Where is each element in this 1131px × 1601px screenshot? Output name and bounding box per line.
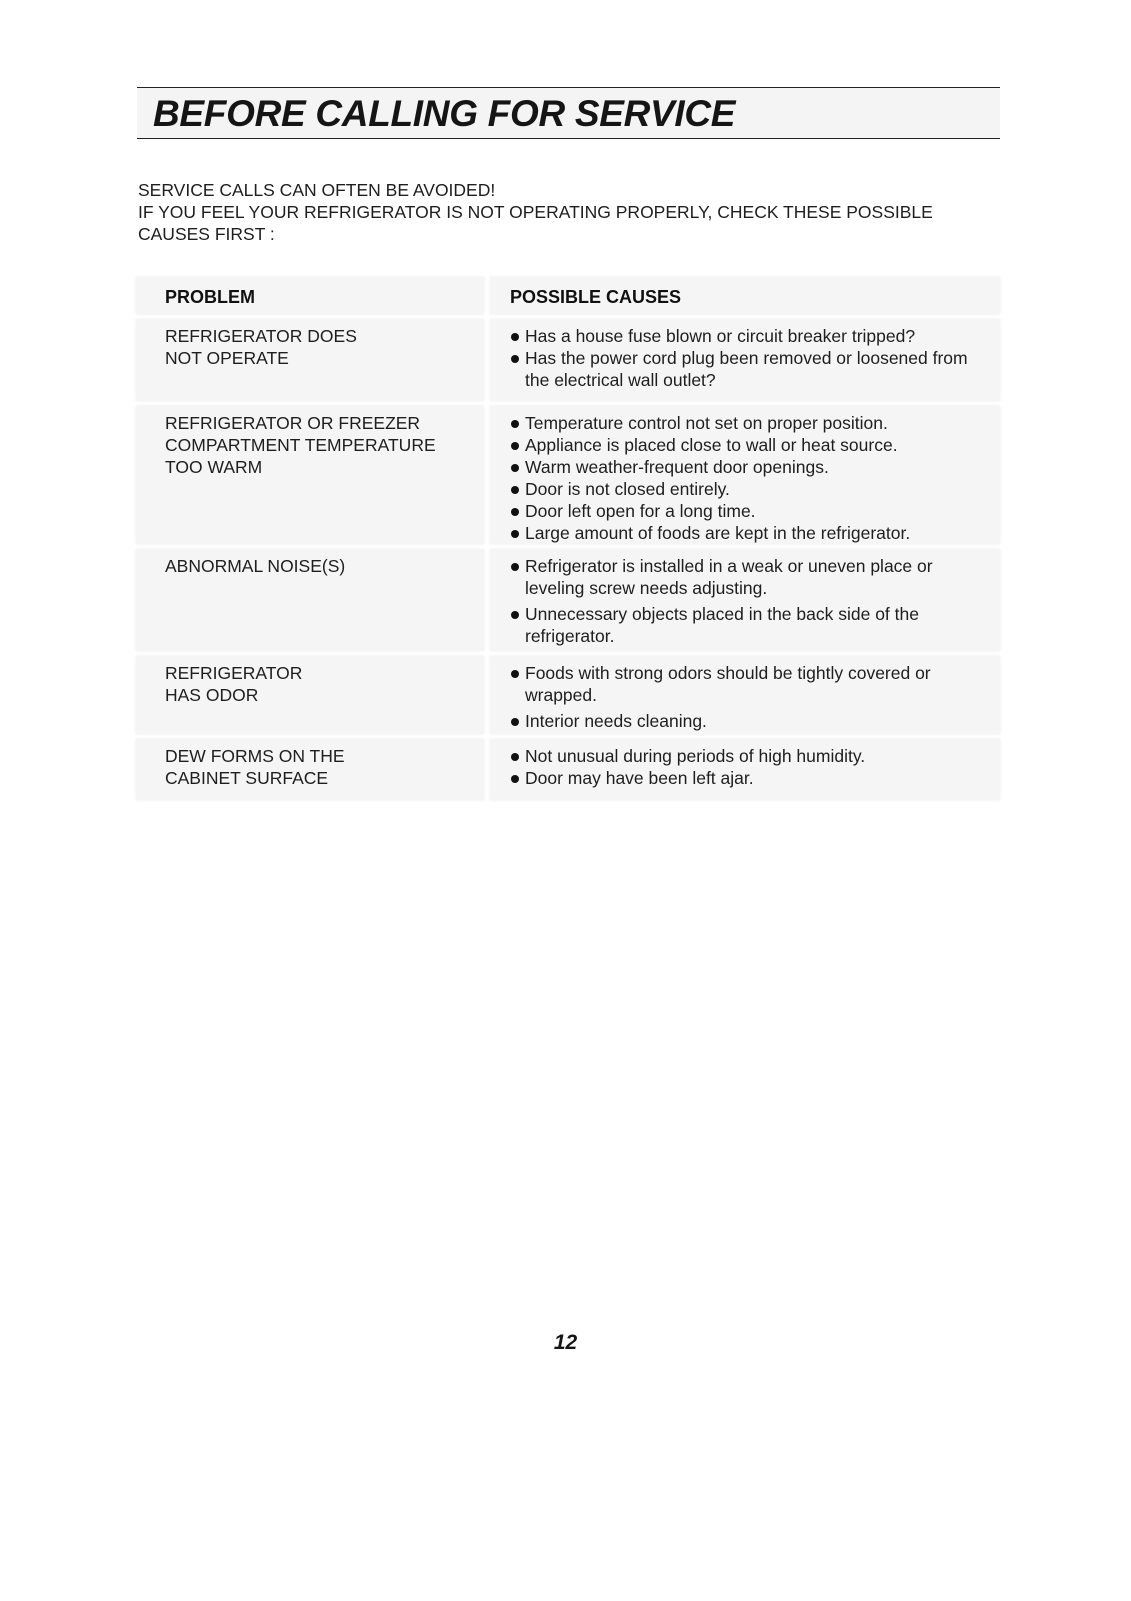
page-number: 12 <box>553 1331 578 1354</box>
problem-text: REFRIGERATOR HAS ODOR <box>165 663 303 705</box>
intro-line-1: SERVICE CALLS CAN OFTEN BE AVOIDED! <box>138 180 496 200</box>
bullet-icon <box>511 670 519 678</box>
bullet-icon <box>511 753 519 761</box>
bullet-icon <box>511 442 519 450</box>
bullet-icon <box>511 464 519 472</box>
cause-item <box>510 347 988 391</box>
cause-item <box>510 434 988 456</box>
cause-text: Not unusual during periods of high humidity. <box>525 746 866 766</box>
bullet-icon <box>511 611 519 619</box>
cause-text: Warm weather-frequent door openings. <box>525 457 829 477</box>
cause-item <box>510 710 988 732</box>
problem-cell <box>136 656 484 734</box>
table-row <box>136 549 1000 651</box>
bullet-icon <box>511 355 519 363</box>
cause-item <box>510 662 988 706</box>
cause-item <box>510 603 988 647</box>
bullet-icon <box>511 563 519 571</box>
cause-item <box>510 325 988 347</box>
cause-item <box>510 500 988 522</box>
cause-item <box>510 522 988 544</box>
bullet-icon <box>511 718 519 726</box>
causes-column-header: POSSIBLE CAUSES <box>490 277 1000 314</box>
cause-item <box>510 745 988 767</box>
bullet-icon <box>511 486 519 494</box>
troubleshooting-table <box>136 277 1000 805</box>
cause-text: Interior needs cleaning. <box>525 711 707 731</box>
cause-text: Has a house fuse blown or circuit breaker tripped? <box>525 326 916 346</box>
table-row <box>136 656 1000 734</box>
problem-cell <box>136 406 484 544</box>
table-row <box>136 739 1000 800</box>
problem-text: REFRIGERATOR OR FREEZER COMPARTMENT TEMPERATURE TOO WARM <box>165 413 436 477</box>
bullet-icon <box>511 775 519 783</box>
problem-cell <box>136 739 484 800</box>
cause-item <box>510 555 988 599</box>
cause-text: Door is not closed entirely. <box>525 479 730 499</box>
causes-cell <box>490 319 1000 401</box>
bullet-icon <box>511 420 519 428</box>
problem-text: DEW FORMS ON THE CABINET SURFACE <box>165 746 345 788</box>
intro-text <box>138 179 998 245</box>
cause-text: Has the power cord plug been removed or loosened from the electrical wall outlet? <box>525 348 968 390</box>
problem-cell <box>136 319 484 401</box>
page-title: BEFORE CALLING FOR SERVICE <box>153 93 736 134</box>
cause-text: Refrigerator is installed in a weak or uneven place or leveling screw needs adjusting. <box>525 556 933 598</box>
bullet-icon <box>511 508 519 516</box>
causes-cell <box>490 656 1000 734</box>
cause-item <box>510 412 988 434</box>
table-header-row <box>136 277 1000 314</box>
causes-cell <box>490 739 1000 800</box>
bullet-icon <box>511 530 519 538</box>
cause-text: Door left open for a long time. <box>525 501 756 521</box>
causes-cell <box>490 549 1000 651</box>
cause-item <box>510 767 988 789</box>
problem-cell <box>136 549 484 651</box>
problem-text: REFRIGERATOR DOES NOT OPERATE <box>165 326 357 368</box>
cause-text: Temperature control not set on proper position. <box>525 413 888 433</box>
cause-text: Foods with strong odors should be tightly covered or wrapped. <box>525 663 931 705</box>
cause-text: Door may have been left ajar. <box>525 768 754 788</box>
table-row <box>136 319 1000 401</box>
table-row <box>136 406 1000 544</box>
cause-item <box>510 456 988 478</box>
cause-item <box>510 478 988 500</box>
problem-text: ABNORMAL NOISE(S) <box>165 556 346 576</box>
cause-text: Unnecessary objects placed in the back side of the refrigerator. <box>525 604 919 646</box>
intro-line-2: IF YOU FEEL YOUR REFRIGERATOR IS NOT OPERATING PROPERLY, CHECK THESE POSSIBLE CAUSES FIRST : <box>138 202 933 244</box>
cause-text: Large amount of foods are kept in the refrigerator. <box>525 523 911 543</box>
bullet-icon <box>511 333 519 341</box>
title-bar <box>137 87 1000 139</box>
problem-column-header: PROBLEM <box>136 277 484 314</box>
causes-cell <box>490 406 1000 544</box>
cause-text: Appliance is placed close to wall or heat source. <box>525 435 898 455</box>
